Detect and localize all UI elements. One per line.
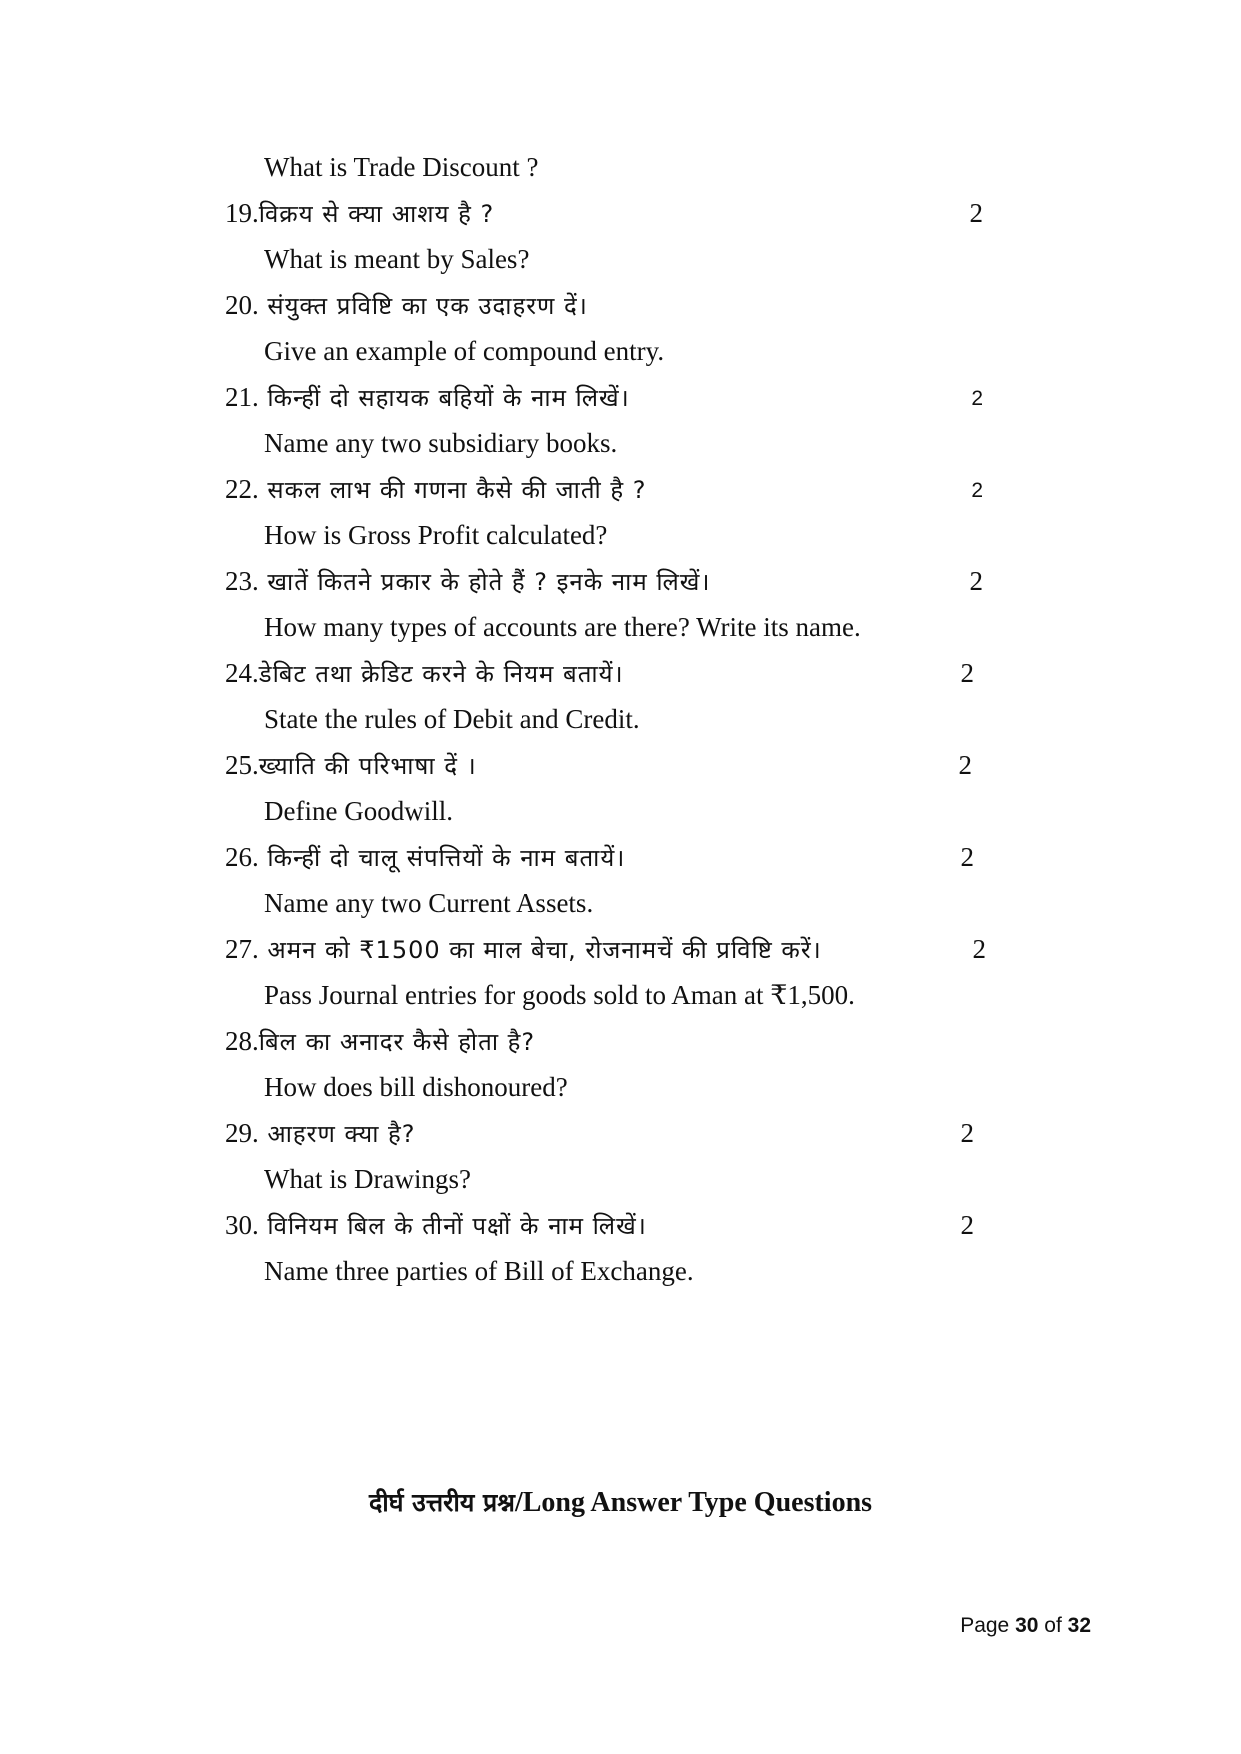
question-number: 27.	[225, 934, 259, 964]
question-24-hindi	[225, 656, 624, 691]
question-number: 26.	[225, 842, 259, 872]
question-number: 25.	[225, 750, 259, 780]
question-20-english: Give an example of compound entry.	[264, 336, 665, 366]
section-heading	[0, 1485, 1241, 1521]
question-19-marks: 2	[969, 198, 983, 228]
question-number: 28.	[225, 1026, 259, 1056]
question-27-hindi	[225, 932, 822, 967]
question-number: 19.	[225, 198, 259, 228]
question-hindi-text: ख्याति की परिभाषा दें ।	[258, 752, 477, 780]
page-number-footer	[960, 1612, 1091, 1640]
section-heading-hindi: दीर्घ उत्तरीय प्रश्न	[368, 1488, 515, 1517]
question-21-marks: 2	[971, 387, 983, 410]
question-hindi-text: आहरण क्या है?	[258, 1120, 416, 1148]
question-number: 20.	[225, 290, 259, 320]
question-28-hindi	[225, 1024, 535, 1059]
question-21-english: Name any two subsidiary books.	[264, 428, 618, 458]
question-18-english: What is Trade Discount ?	[264, 152, 539, 182]
question-23-english: How many types of accounts are there? Write its name.	[264, 612, 861, 642]
question-25-hindi	[225, 748, 477, 783]
question-22-hindi	[225, 472, 646, 507]
question-21-hindi	[225, 380, 630, 415]
question-29-hindi	[225, 1116, 416, 1151]
page-label: Page	[960, 1614, 1010, 1637]
question-number: 29.	[225, 1118, 259, 1148]
question-number: 23.	[225, 566, 259, 596]
question-19-english: What is meant by Sales?	[264, 244, 530, 274]
page-of-label: of	[1044, 1614, 1062, 1637]
question-number: 30.	[225, 1210, 259, 1240]
question-30-marks: 2	[960, 1210, 974, 1240]
question-26-marks: 2	[960, 842, 974, 872]
question-number: 22.	[225, 474, 259, 504]
question-30-english: Name three parties of Bill of Exchange.	[264, 1256, 694, 1286]
question-27-marks: 2	[972, 934, 986, 964]
question-hindi-text: बिल का अनादर कैसे होता है?	[258, 1028, 536, 1056]
question-22-english: How is Gross Profit calculated?	[264, 520, 608, 550]
question-24-marks: 2	[960, 658, 974, 688]
question-24-english: State the rules of Debit and Credit.	[264, 704, 640, 734]
total-page-count: 32	[1067, 1614, 1091, 1637]
question-25-marks: 2	[958, 750, 972, 780]
question-19-hindi	[225, 196, 494, 231]
question-20-hindi	[225, 288, 588, 323]
question-hindi-text: खातें कितने प्रकार के होते हैं ? इनके नाम लिखें।	[258, 568, 711, 596]
question-number: 24.	[225, 658, 259, 688]
question-30-hindi	[225, 1208, 647, 1243]
question-26-hindi	[225, 840, 625, 875]
current-page-number: 30	[1015, 1614, 1039, 1637]
question-hindi-text: अमन को ₹1500 का माल बेचा, रोजनामचें की प्रविष्टि करें।	[258, 936, 822, 964]
question-25-english: Define Goodwill.	[264, 796, 453, 826]
question-number: 21.	[225, 382, 259, 412]
question-26-english: Name any two Current Assets.	[264, 888, 594, 918]
section-heading-english: /Long Answer Type Questions	[514, 1487, 873, 1518]
question-23-hindi	[225, 564, 711, 599]
question-29-english: What is Drawings?	[264, 1164, 471, 1194]
question-29-marks: 2	[960, 1118, 974, 1148]
question-hindi-text: विक्रय से क्या आशय है ?	[258, 200, 495, 228]
question-22-marks: 2	[971, 479, 983, 502]
question-hindi-text: किन्हीं दो चालू संपत्तियों के नाम बतायें।	[258, 844, 626, 872]
question-hindi-text: डेबिट तथा क्रेडिट करने के नियम बतायें।	[258, 660, 624, 688]
question-23-marks: 2	[969, 566, 983, 596]
question-hindi-text: सकल लाभ की गणना कैसे की जाती है ?	[258, 476, 647, 504]
question-27-english: Pass Journal entries for goods sold to Aman at ₹1,500.	[264, 980, 855, 1010]
question-28-english: How does bill dishonoured?	[264, 1072, 568, 1102]
question-hindi-text: विनियम बिल के तीनों पक्षों के नाम लिखें।	[258, 1212, 647, 1240]
question-hindi-text: किन्हीं दो सहायक बहियों के नाम लिखें।	[258, 384, 630, 412]
question-hindi-text: संयुक्त प्रविष्टि का एक उदाहरण दें।	[258, 292, 588, 320]
